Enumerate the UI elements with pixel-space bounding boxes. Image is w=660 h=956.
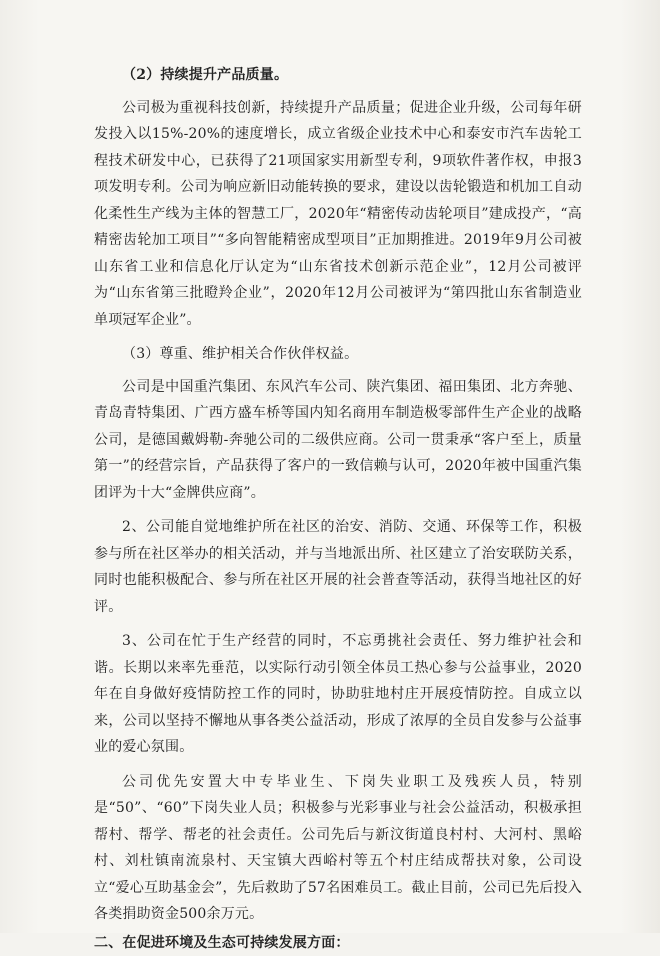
paragraph-community: 2、公司能自觉地维护所在社区的治安、消防、交通、环保等工作，积极参与所在社区举办的相关活动，并与当地派出所、社区建立了治安联防关系，同时也能积极配合、参与所在社区开展的社会普查等活动，获得当地社区的好评。 <box>94 514 582 620</box>
section-heading-environment: 二、在促进环境及生态可持续发展方面： <box>94 930 582 956</box>
paragraph-employment: 公司优先安置大中专毕业生、下岗失业职工及残疾人员，特别是“50”、“60”下岗失业人员；积极参与光彩事业与社会公益活动，积极承担帮村、帮学、帮老的社会责任。公司先后与新汶街道良村村、大河村、黑峪村、刘杜镇南流泉村、天宝镇大西峪村等五个村庄结成帮扶对象，公司设立“爱心互助基金会”，先后救助了57名困难员工。截止目前，公司已先后投入各类捐助资金500余万元。 <box>94 769 582 928</box>
paragraph-social-responsibility: 3、公司在忙于生产经营的同时，不忘勇挑社会责任、努力维护社会和谐。长期以来率先垂范，以实际行动引领全体员工热心参与公益事业，2020年在自身做好疫情防控工作的同时，协助驻地村庄开展疫情防控。自成立以来，公司以坚持不懈地从事各类公益活动，形成了浓厚的全员自发参与公益事业的爱心氛围。 <box>94 628 582 761</box>
document-body <box>94 62 582 956</box>
paragraph-quality: 公司极为重视科技创新，持续提升产品质量；促进企业升级，公司每年研发投入以15%-20%的速度增长，成立省级企业技术中心和泰安市汽车齿轮工程技术研发中心，已获得了21项国家实用新型专利，9项软件著作权，申报3项发明专利。公司为响应新旧动能转换的要求，建设以齿轮锻造和机加工自动化柔性生产线为主体的智慧工厂，2020年“精密传动齿轮项目”建成投产，“高精密齿轮加工项目”“多向智能精密成型项目”正加期推进。2019年9月公司被山东省工业和信息化厅认定为“山东省技术创新示范企业”，12月公司被评为“山东省第三批瞪羚企业”，2020年12月公司被评为“第四批山东省制造业单项冠军企业”。 <box>94 95 582 334</box>
section-heading-quality: （2）持续提升产品质量。 <box>94 62 582 89</box>
paragraph-partners: 公司是中国重汽集团、东风汽车公司、陕汽集团、福田集团、北方奔驰、青岛青特集团、广西方盛车桥等国内知名商用车制造极零部件生产企业的战略公司，是德国戴姆勒-奔驰公司的二级供应商。公司一贯秉承“客户至上，质量第一”的经营宗旨，产品获得了客户的一致信赖与认可，2020年被中国重汽集团评为十大“金牌供应商”。 <box>94 374 582 507</box>
section-heading-partners: （3）尊重、维护相关合作伙伴权益。 <box>94 341 582 368</box>
